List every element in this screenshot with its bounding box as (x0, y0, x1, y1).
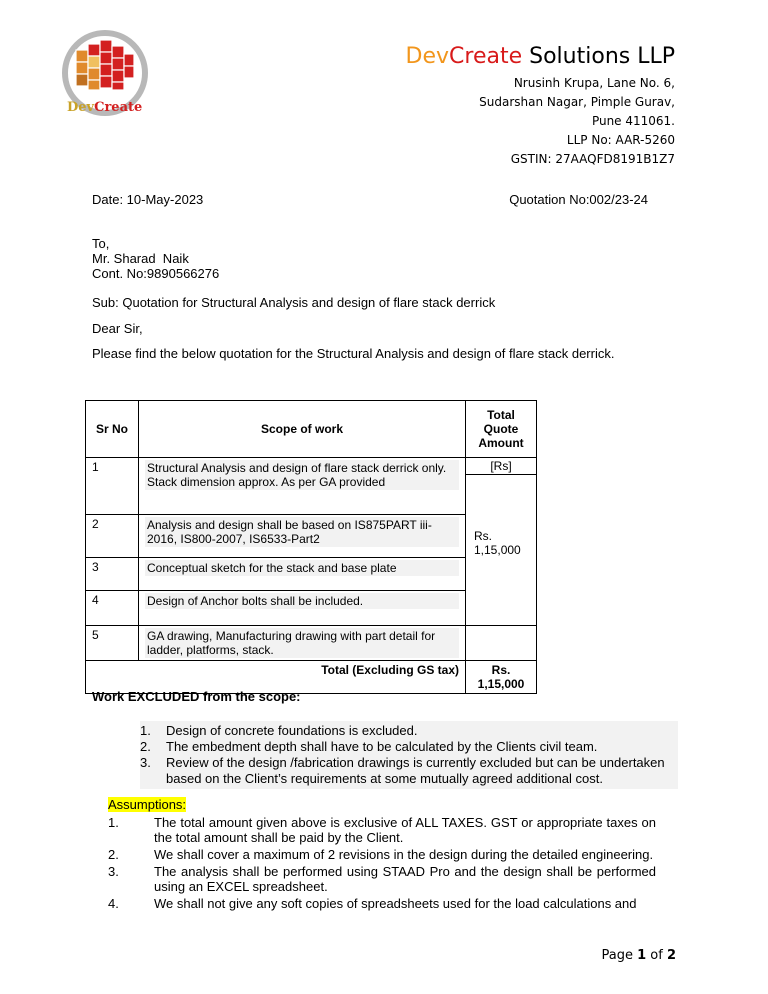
llp-number: LLP No: AAR-5260 (566, 133, 675, 147)
row-scope: GA drawing, Manufacturing drawing with part detail for ladder, platforms, stack. (139, 626, 466, 661)
row-scope: Analysis and design shall be based on IS875PART iii-2016, IS800-2007, IS6533-Part2 (139, 515, 466, 558)
scope-table (85, 400, 537, 694)
subject-line: Sub: Quotation for Structural Analysis and design of flare stack derrick (92, 295, 496, 310)
company-address (479, 74, 675, 169)
header-amount (466, 401, 537, 458)
row-sr: 1 (86, 458, 139, 515)
recipient-contact: Cont. No:9890566276 (92, 266, 220, 281)
row-sr: 5 (86, 626, 139, 661)
recipient-block (92, 236, 219, 281)
salutation: Dear Sir, (92, 321, 143, 336)
logo-wordmark: DevCreate (67, 100, 143, 115)
gstin: GSTIN: 27AAQFD8191B1Z7 (510, 152, 675, 166)
excluded-title: Work EXCLUDED from the scope: (92, 689, 301, 704)
row-scope: Conceptual sketch for the stack and base plate (139, 558, 466, 591)
company-name: DevCreate Solutions LLP (405, 44, 675, 69)
row-scope: Design of Anchor bolts shall be included. (139, 591, 466, 626)
amount-unit: [Rs] (466, 458, 536, 475)
row-scope: Structural Analysis and design of flare stack derrick only. Stack dimension approx. As per GA provided (139, 458, 466, 515)
list-item: 4. We shall not give any soft copies of spreadsheets used for the load calculations and (108, 896, 637, 911)
to-label: To, (92, 236, 110, 251)
list-item: 3. The analysis shall be performed using STAAD Pro and the design shall be performed using an EXCEL spreadsheet. (108, 864, 656, 894)
table-header-row (86, 401, 537, 458)
intro-paragraph: Please find the below quotation for the Structural Analysis and design of flare stack derrick. (92, 346, 615, 361)
header-amount-label: Total Quote Amount (478, 408, 524, 450)
row-sr: 4 (86, 591, 139, 626)
header-sr-no: Sr No (86, 401, 139, 458)
address-line: Pune 411061. (591, 114, 675, 128)
table-row (86, 458, 537, 515)
page-number: Page 1 of 2 (601, 948, 676, 963)
list-item: 3. Review of the design /fabrication drawings is currently excluded but can be undertaken based on the Client’s requirements at some mutually agreed additional cost. (140, 755, 665, 786)
address-line: Nrusinh Krupa, Lane No. 6, (513, 76, 675, 90)
total-value: Rs. 1,15,000 (466, 661, 537, 694)
merged-amount-cell (466, 458, 537, 626)
address-line: Sudarshan Nagar, Pimple Gurav, (479, 95, 675, 109)
list-item: 2. The embedment depth shall have to be calculated by the Clients civil team. (140, 739, 598, 754)
list-item: 1. Design of concrete foundations is excluded. (140, 723, 418, 738)
quotation-number: Quotation No:002/23-24 (509, 192, 648, 207)
total-label: Total (Excluding GS tax) (86, 661, 466, 694)
table-row (86, 626, 537, 661)
row-sr: 3 (86, 558, 139, 591)
empty-amount-cell (466, 626, 537, 661)
assumptions-list (108, 815, 656, 913)
row-sr: 2 (86, 515, 139, 558)
excluded-list (140, 721, 678, 789)
header-scope: Scope of work (139, 401, 466, 458)
assumptions-title: Assumptions: (108, 797, 187, 812)
list-item: 2. We shall cover a maximum of 2 revisions in the design during the detailed engineering. (108, 847, 654, 862)
recipient-name: Mr. Sharad Naik (92, 251, 189, 266)
letter-date: Date: 10-May-2023 (92, 192, 204, 207)
list-item: 1. The total amount given above is exclusive of ALL TAXES. GST or appropriate taxes on the total amount shall be paid by the Client. (108, 815, 656, 845)
merged-amount: Rs. 1,15,000 (474, 529, 521, 557)
